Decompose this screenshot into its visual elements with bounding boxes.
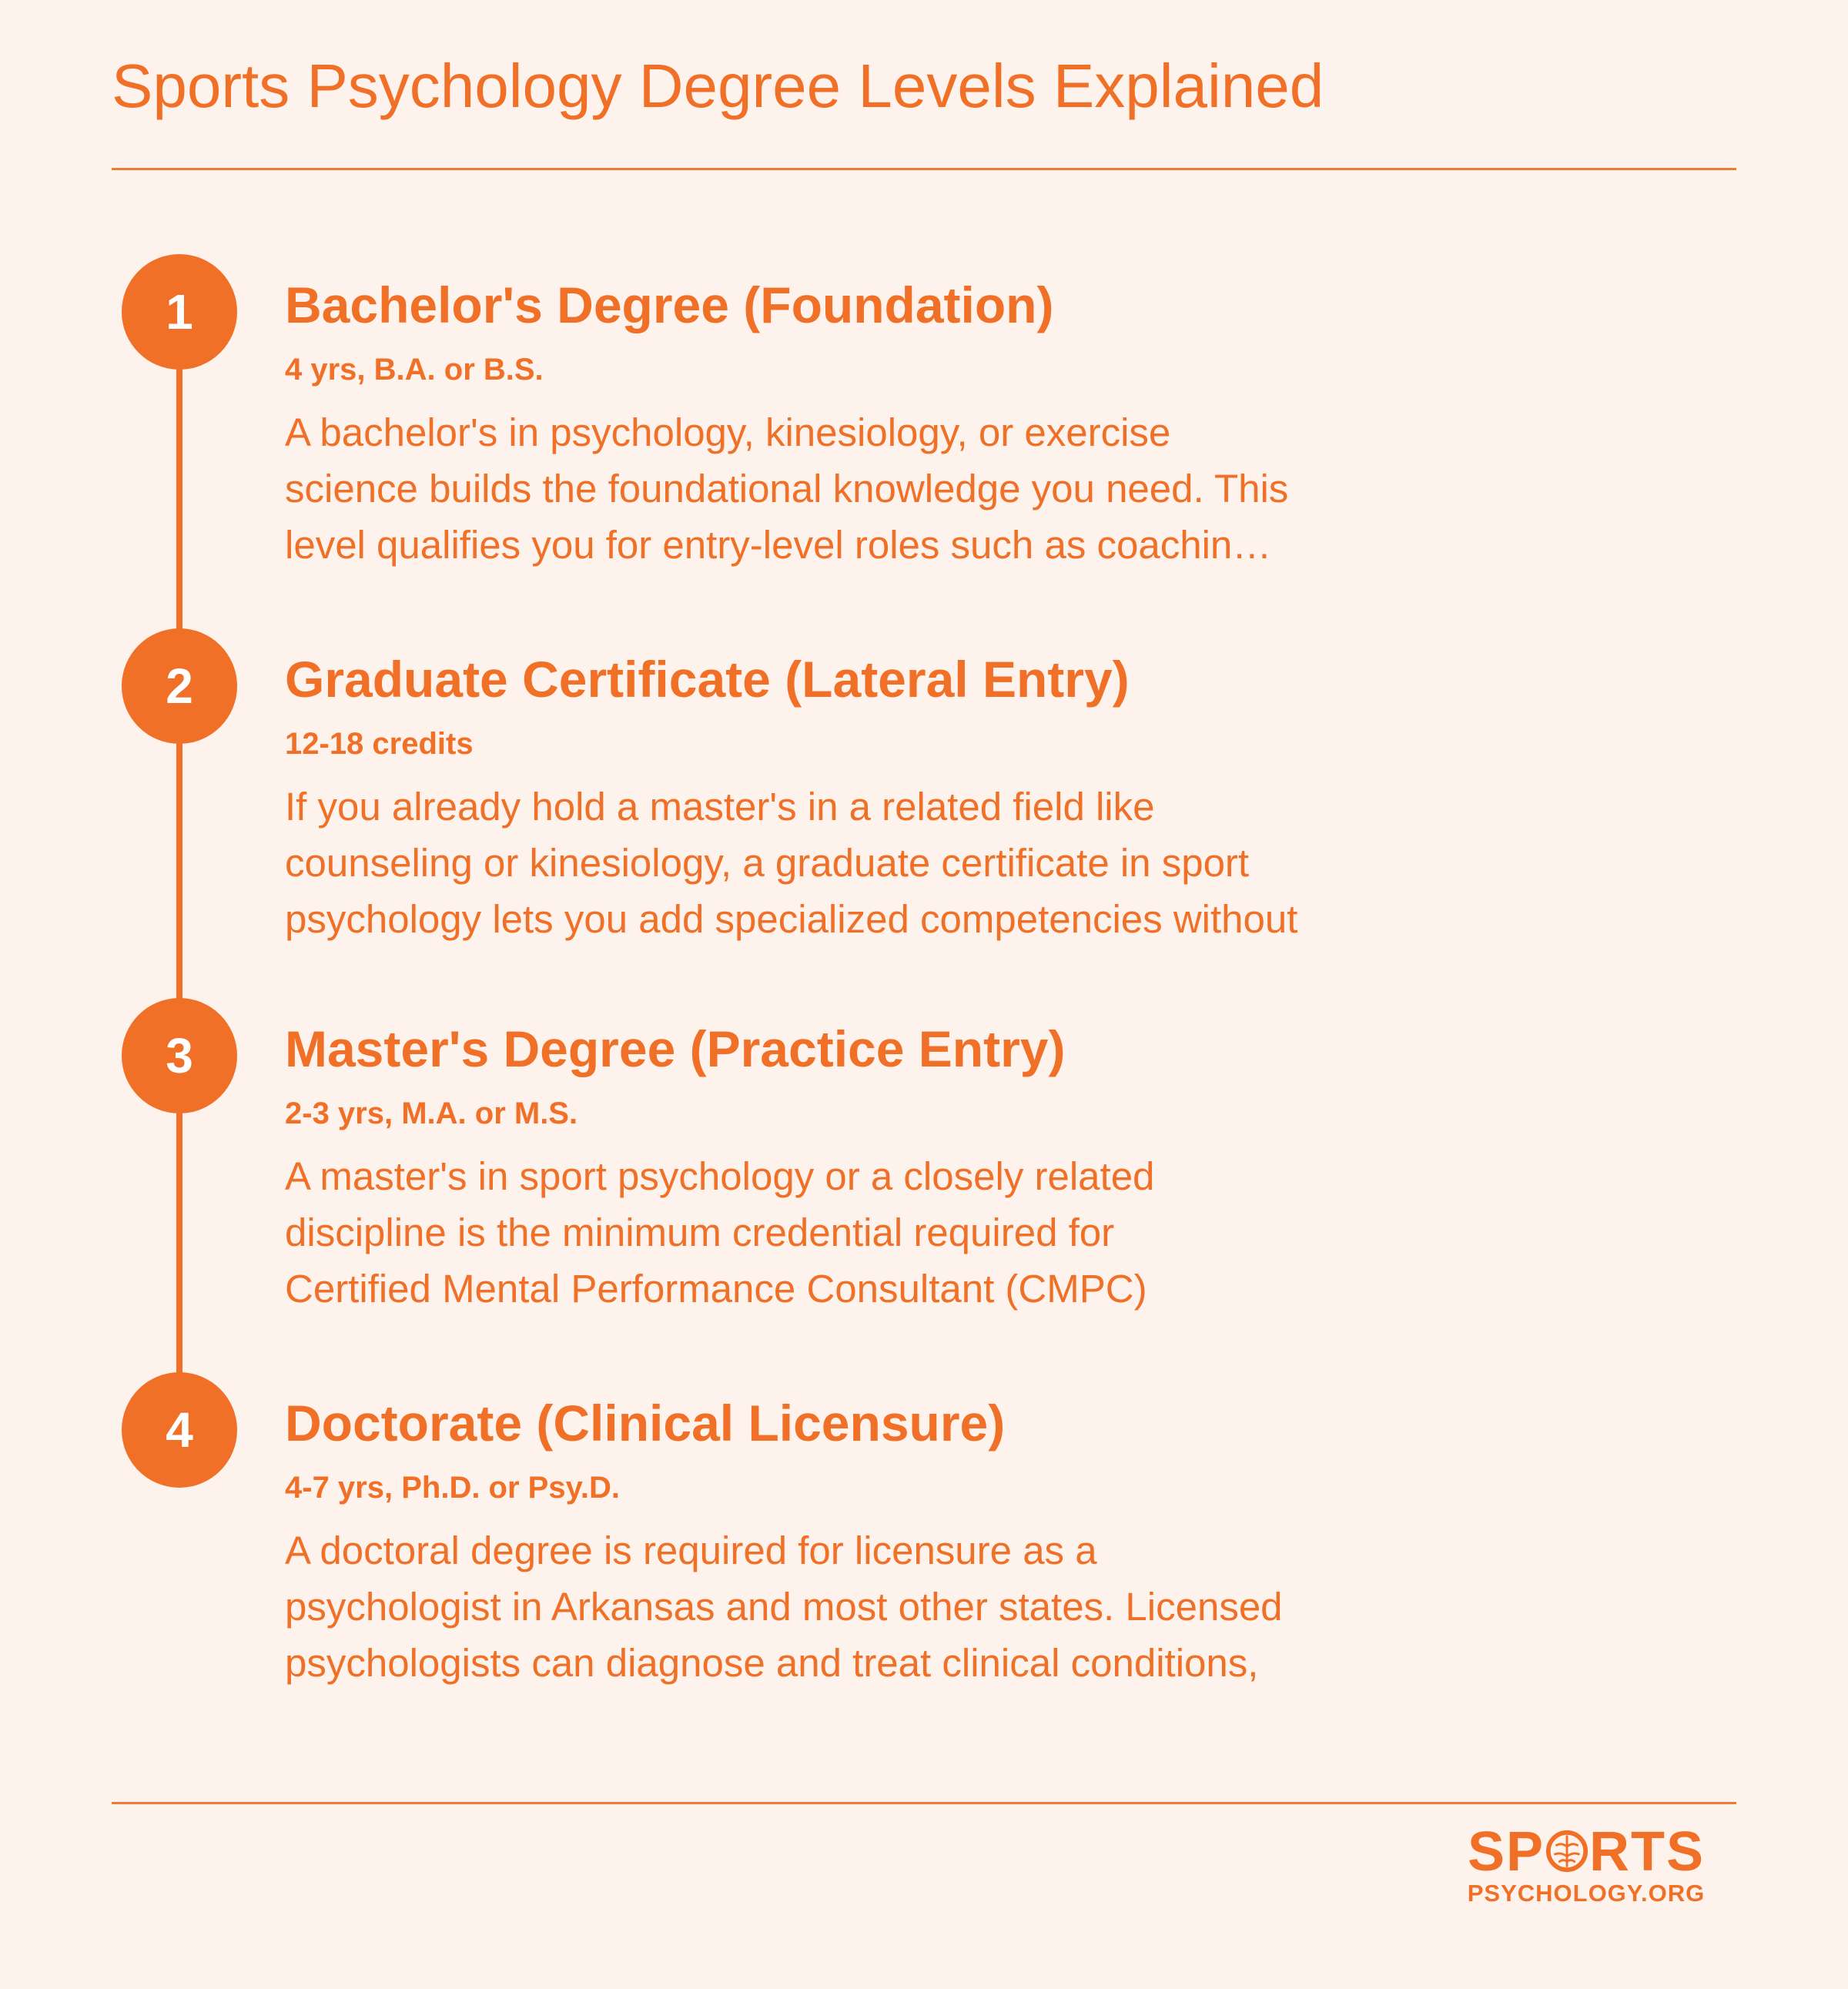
logo-wordmark <box>1448 1821 1725 1883</box>
description-line: psychology lets you add specialized competencies without <box>285 897 1298 941</box>
step-description <box>285 779 1424 947</box>
description-line: If you already hold a master's in a related field like <box>285 785 1155 829</box>
description-line: psychologist in Arkansas and most other states. Licensed <box>285 1585 1283 1629</box>
step-meta: 2-3 yrs, M.A. or M.S. <box>285 1097 578 1130</box>
logo-word-end: RTS <box>1589 1821 1706 1883</box>
brain-icon <box>1545 1829 1589 1873</box>
step-title: Graduate Certificate (Lateral Entry) <box>285 651 1130 708</box>
logo-word-start: SP <box>1467 1821 1545 1883</box>
step-number-badge: 4 <box>122 1372 237 1488</box>
step-title: Master's Degree (Practice Entry) <box>285 1020 1066 1077</box>
step-meta: 4-7 yrs, Ph.D. or Psy.D. <box>285 1471 620 1505</box>
description-line: A doctoral degree is required for licensure as a <box>285 1529 1097 1572</box>
step-title: Doctorate (Clinical Licensure) <box>285 1395 1006 1452</box>
description-line: discipline is the minimum credential required for <box>285 1210 1115 1254</box>
step-number-badge: 3 <box>122 998 237 1113</box>
description-line: counseling or kinesiology, a graduate certificate in sport <box>285 841 1250 885</box>
top-divider <box>112 168 1736 170</box>
description-line: A master's in sport psychology or a closely related <box>285 1154 1155 1198</box>
page-title: Sports Psychology Degree Levels Explained <box>112 52 1324 120</box>
description-line: science builds the foundational knowledge you need. This <box>285 467 1289 511</box>
description-line: level qualifies you for entry-level roles such as coachin… <box>285 523 1272 567</box>
step-meta: 4 yrs, B.A. or B.S. <box>285 353 544 387</box>
step-title: Bachelor's Degree (Foundation) <box>285 276 1054 333</box>
step-number-badge: 2 <box>122 628 237 744</box>
step-meta: 12-18 credits <box>285 727 474 761</box>
timeline-connector <box>176 308 182 1432</box>
step-number-badge: 1 <box>122 254 237 370</box>
description-line: psychologists can diagnose and treat clinical conditions, <box>285 1641 1259 1685</box>
bottom-divider <box>112 1802 1736 1804</box>
step-description <box>285 1522 1424 1691</box>
description-line: A bachelor's in psychology, kinesiology, or exercise <box>285 410 1171 454</box>
description-line: Certified Mental Performance Consultant (CMPC) <box>285 1267 1147 1311</box>
site-logo <box>1448 1823 1725 1907</box>
step-description <box>285 1148 1424 1317</box>
logo-subtitle: PSYCHOLOGY.ORG <box>1467 1880 1706 1907</box>
step-description <box>285 404 1424 573</box>
